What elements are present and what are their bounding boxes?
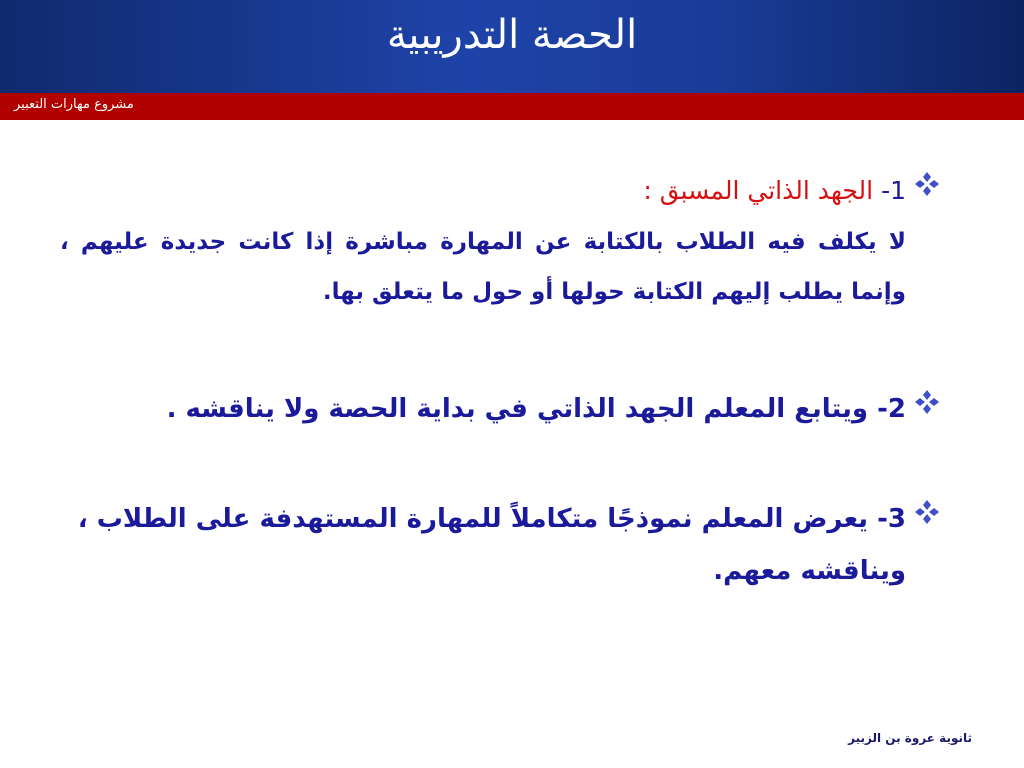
item-body: لا يكلف فيه الطلاب بالكتابة عن المهارة مباشرة إذا كانت جديدة عليهم ، وإنما يطلب إليهم الكتابة حولها أو حول ما يتعلق بها. [60,229,906,305]
school-name: ثانوية عروة بن الزبير [848,731,972,745]
slide-content [60,160,940,597]
list-item [60,493,940,597]
title-bar [0,0,1024,93]
item-heading [60,165,906,217]
four-diamond-bullet-icon [914,171,940,197]
item-number: 1- [881,176,906,205]
item-text: ويتابع المعلم الجهد الذاتي في بداية الحصة ولا يناقشه . [166,394,869,424]
item-line [60,493,906,597]
list-item [60,383,940,435]
project-label: مشروع مهارات التعبير [14,97,134,112]
four-diamond-bullet-icon [914,389,940,415]
item-number: 2- [877,394,906,424]
four-diamond-bullet-icon [914,499,940,525]
slide-title: الحصة التدريبية [386,12,638,58]
item-heading-text: الجهد الذاتي المسبق : [643,176,874,205]
item-number: 3- [877,504,906,534]
item-text: يعرض المعلم نموذجًا متكاملاً للمهارة المستهدفة على الطلاب ، ويناقشه معهم. [77,504,906,586]
subtitle-bar [0,93,1024,120]
list-item [60,165,940,317]
item-line [60,383,906,435]
